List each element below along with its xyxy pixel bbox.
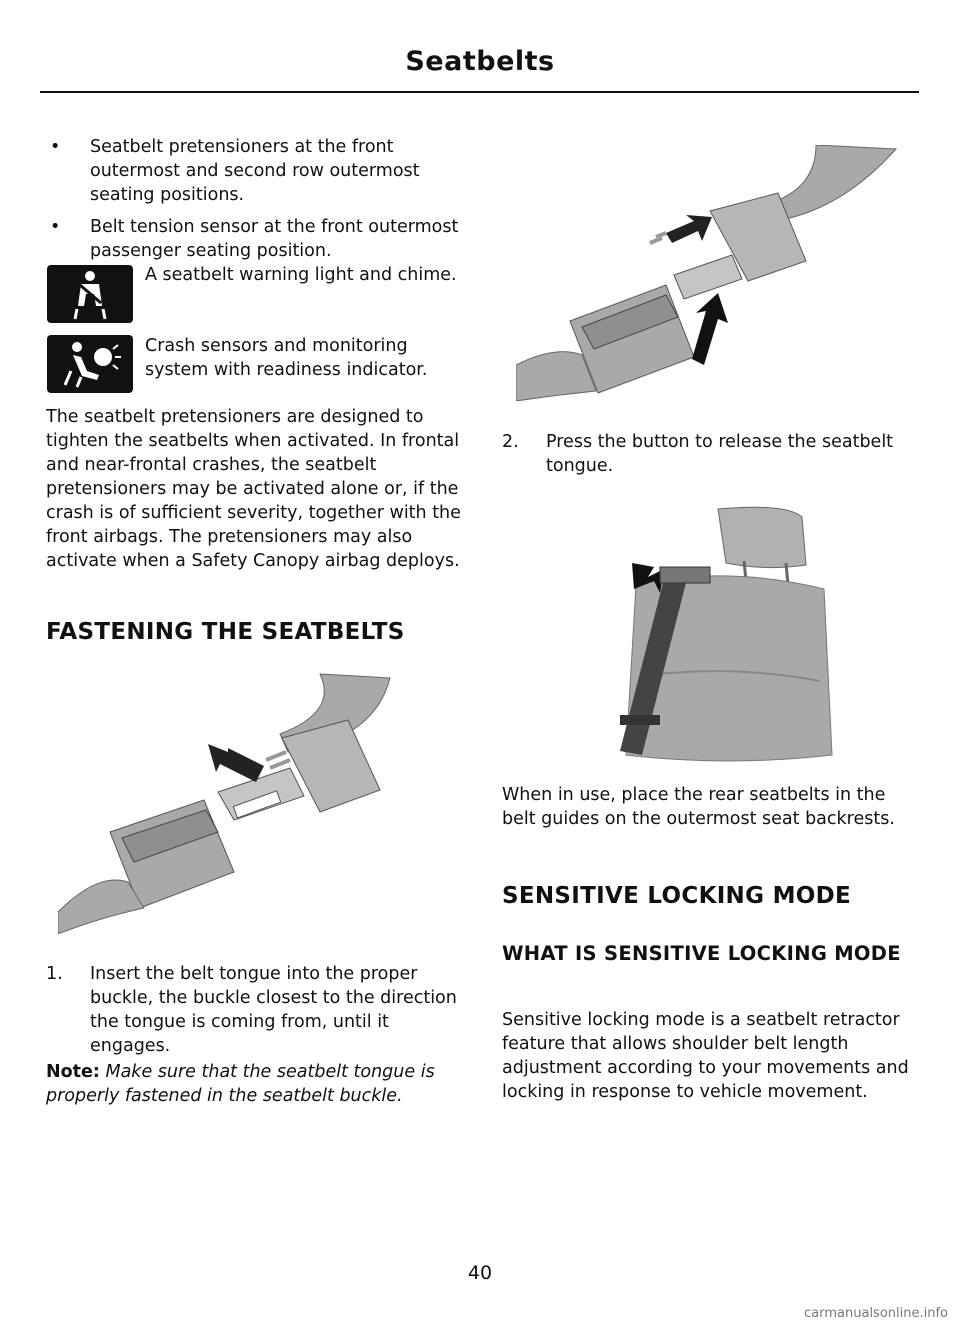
step-number: 1. (46, 964, 63, 984)
note-text: Make sure that the seatbelt tongue is properly fastened in the seatbelt buckle. (46, 1062, 435, 1106)
bullet-text: Belt tension sensor at the front outermost passenger seating position. (90, 217, 459, 261)
icon-description: Crash sensors and monitoring system with readiness indicator. (145, 336, 428, 380)
bullet-text: Seatbelt pretensioners at the front outermost and second row outermost seating positions. (90, 137, 420, 205)
section-heading: SENSITIVE LOCKING MODE (502, 883, 852, 909)
paragraph: The seatbelt pretensioners are designed to tighten the seatbelts when activated. In frontal and near-frontal crashes, the seatbelt pretensioners may be activated alone or, if the crash is of sufficient severity, together with the front airbags. The pretensioners may also activate when a Safety Canopy airbag deploys. (46, 407, 461, 571)
section-heading: FASTENING THE SEATBELTS (46, 619, 405, 645)
bullet-symbol: • (50, 137, 61, 157)
buckle-release-illustration (516, 145, 902, 401)
page-title: Seatbelts (405, 46, 555, 77)
list-item (46, 215, 464, 263)
page-number: 40 (467, 1262, 493, 1284)
icon-description: A seatbelt warning light and chime. (145, 265, 457, 285)
header-divider (40, 91, 919, 93)
numbered-step (46, 962, 466, 1058)
numbered-step (502, 430, 922, 478)
buckle-insert-illustration (58, 672, 446, 934)
paragraph: Sensitive locking mode is a seatbelt retractor feature that allows shoulder belt length adjustment according to your movements and locking in response to vehicle movement. (502, 1010, 909, 1102)
paragraph: When in use, place the rear seatbelts in the belt guides on the outermost seat backrests. (502, 785, 895, 829)
footer-watermark: carmanualsonline.info (804, 1306, 948, 1321)
step-number: 2. (502, 432, 519, 452)
rear-seat-belt-guide-illustration (606, 505, 838, 767)
sub-heading: WHAT IS SENSITIVE LOCKING MODE (502, 942, 901, 965)
note (46, 1060, 466, 1108)
step-text: Press the button to release the seatbelt tongue. (546, 432, 894, 476)
step-text: Insert the belt tongue into the proper buckle, the buckle closest to the direction the tongue is coming from, until it engages. (90, 964, 457, 1056)
bullet-symbol: • (50, 217, 61, 237)
airbag-readiness-icon (47, 335, 133, 393)
list-item (46, 135, 464, 207)
seatbelt-warning-icon (47, 265, 133, 323)
bullet-list (46, 135, 464, 263)
note-label: Note: (46, 1062, 100, 1082)
